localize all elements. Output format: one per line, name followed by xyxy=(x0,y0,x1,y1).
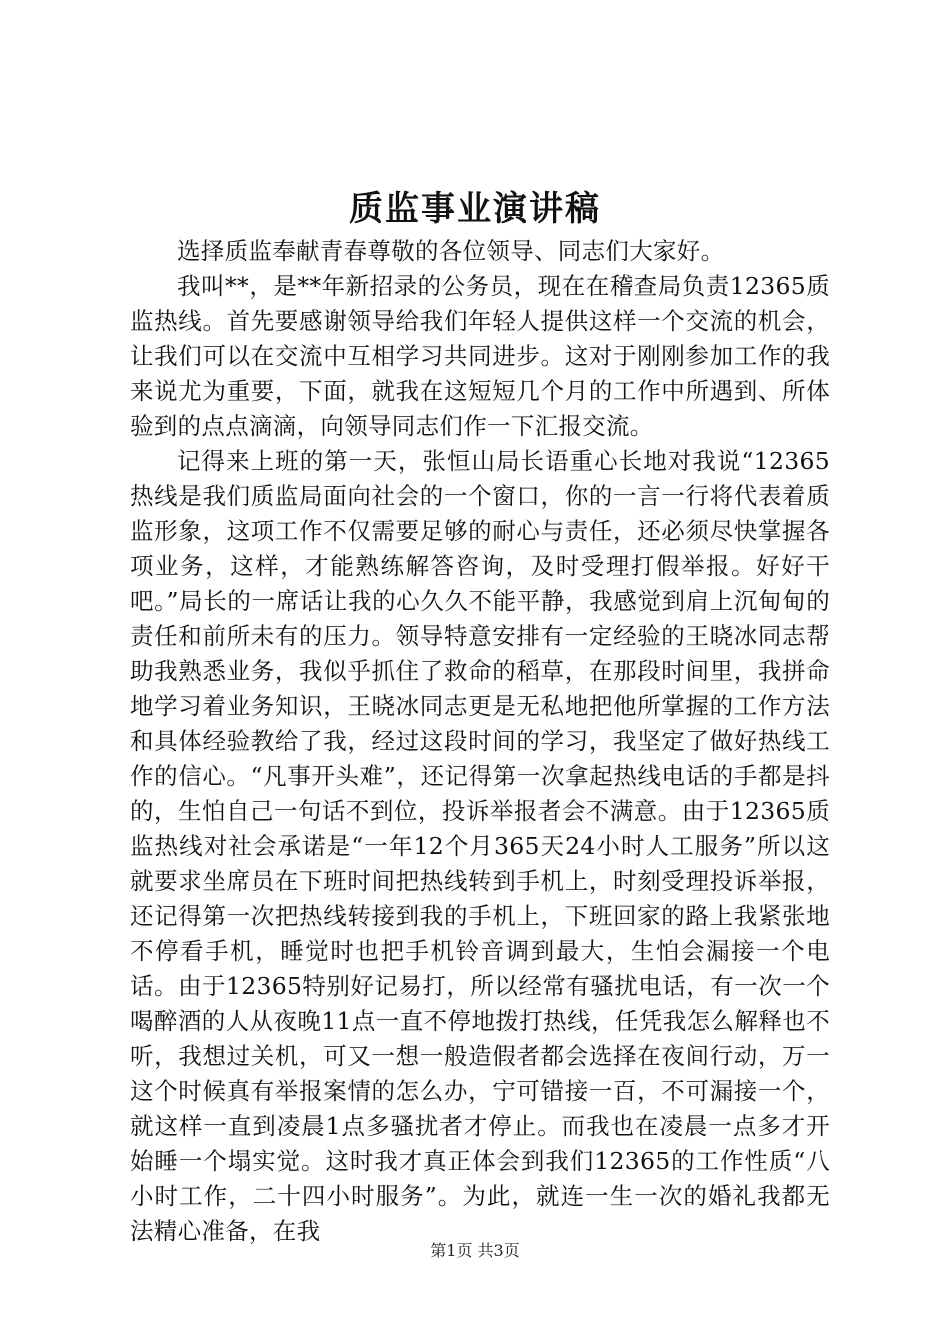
page-number-footer: 第1页 共3页 xyxy=(430,1241,520,1260)
document-title: 质监事业演讲稿 xyxy=(349,189,601,229)
paragraph-introduction: 我叫**，是**年新招录的公务员，现在在稽查局负责12365质监热线。首先要感谢领导给我们年轻人提供这样一个交流的机会，让我们可以在交流中互相学习共同进步。这对于刚刚参加工作的我来说尤为重要，下面，就我在这短短几个月的工作中所遇到、所体验到的点点滴滴，向领导同志们作一下汇报交流。 xyxy=(130,272,830,440)
paragraph-greeting: 选择质监奉献青春尊敬的各位领导、同志们大家好。 xyxy=(177,237,725,265)
document-body xyxy=(130,234,830,1249)
paragraph-first-day: 记得来上班的第一天，张恒山局长语重心长地对我说“12365热线是我们质监局面向社会的一个窗口，你的一言一行将代表着质监形象，这项工作不仅需要足够的耐心与责任，还必须尽快掌握各项业务，这样，才能熟练解答咨询，及时受理打假举报。好好干吧。”局长的一席话让我的心久久不能平静，我感觉到肩上沉甸甸的责任和前所未有的压力。领导特意安排有一定经验的王晓冰同志帮助我熟悉业务，我似乎抓住了救命的稻草，在那段时间里，我拼命地学习着业务知识，王晓冰同志更是无私地把他所掌握的工作方法和具体经验教给了我，经过这段时间的学习，我坚定了做好热线工作的信心。“凡事开头难”，还记得第一次拿起热线电话的手都是抖的，生怕自己一句话不到位，投诉举报者会不满意。由于12365质监热线对社会承诺是“一年12个月365天24小时人工服务”所以这就要求坐席员在下班时间把热线转到手机上，时刻受理投诉举报，还记得第一次把热线转接到我的手机上，下班回家的路上我紧张地不停看手机，睡觉时也把手机铃音调到最大，生怕会漏接一个电话。由于12365特别好记易打，所以经常有骚扰电话，有一次一个喝醉酒的人从夜晚11点一直不停地拨打热线，任凭我怎么解释也不听，我想过关机，可又一想一般造假者都会选择在夜间行动，万一这个时候真有举报案情的怎么办，宁可错接一百，不可漏接一个，就这样一直到凌晨1点多骚扰者才停止。而我也在凌晨一点多才开始睡一个塌实觉。这时我才真正体会到我们12365的工作性质“八小时工作，二十四小时服务”。为此，就连一生一次的婚礼我都无法精心准备，在我 xyxy=(130,447,830,1245)
